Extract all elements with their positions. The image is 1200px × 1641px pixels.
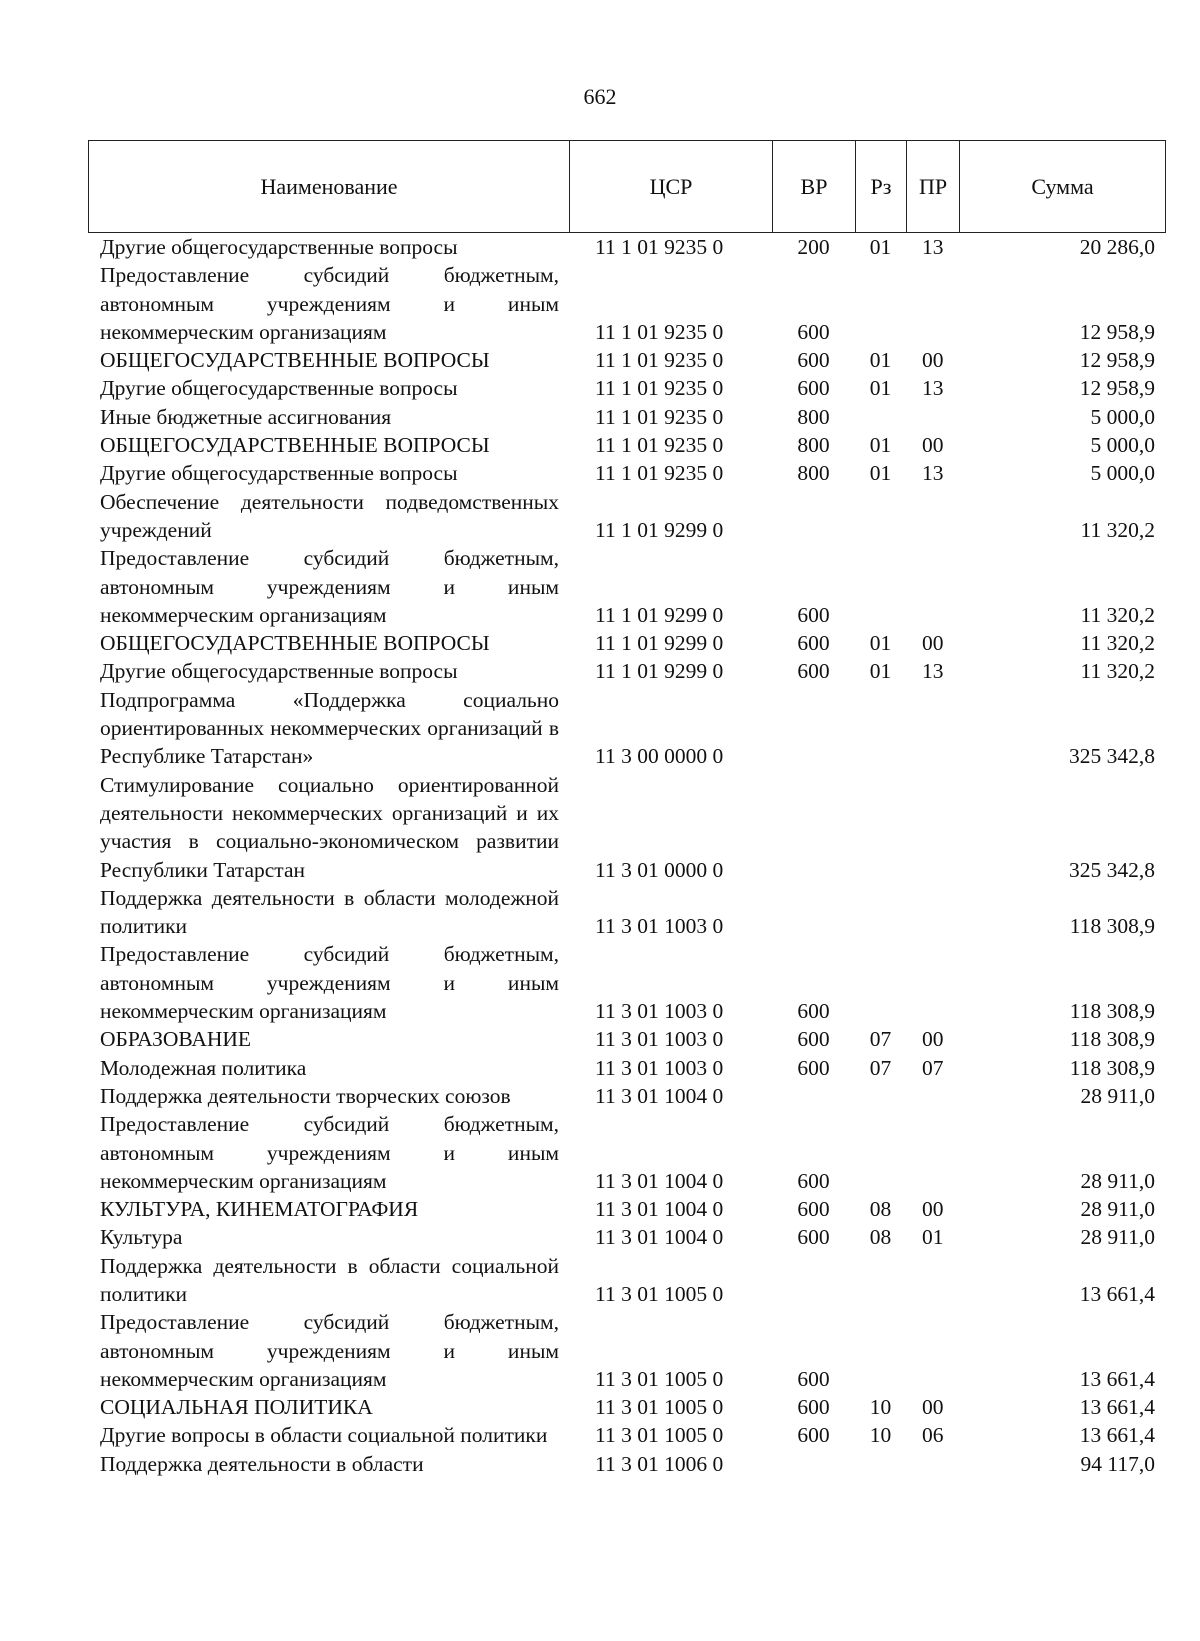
row-vr: 800 xyxy=(797,433,830,458)
row-vr: 600 xyxy=(797,602,830,627)
table-row xyxy=(88,1252,1165,1309)
header-sum: Сумма xyxy=(960,141,1166,233)
row-pr: 00 xyxy=(922,1197,944,1222)
row-pr: 00 xyxy=(922,1027,944,1052)
row-name: Другие общегосударственные вопросы xyxy=(100,461,458,486)
row-name: Предоставление субсидий бюджетным, автономным учреждениям и иным некоммерческим организациям xyxy=(100,1112,559,1193)
row-name: Подпрограмма «Поддержка социально ориентированных некоммерческих организаций в Республике Татарстан» xyxy=(100,687,559,769)
row-rz xyxy=(855,261,906,346)
row-rz xyxy=(855,940,906,1025)
row-vr xyxy=(772,771,855,884)
row-csr: 11 1 01 9235 0 xyxy=(595,461,724,486)
row-pr: 07 xyxy=(922,1055,944,1080)
row-csr: 11 3 00 0000 0 xyxy=(595,744,724,769)
row-name: Предоставление субсидий бюджетным, автономным учреждениям и иным некоммерческим организациям xyxy=(100,1310,559,1391)
row-name: Обеспечение деятельности подведомственных учреждений xyxy=(100,489,559,542)
row-rz: 01 xyxy=(869,659,892,684)
row-rz xyxy=(855,771,906,884)
row-csr: 11 3 01 1006 0 xyxy=(595,1451,724,1476)
row-pr xyxy=(906,544,959,629)
row-csr: 11 1 01 9235 0 xyxy=(595,376,724,401)
row-rz: 10 xyxy=(869,1395,892,1420)
row-rz: 08 xyxy=(869,1225,892,1250)
row-sum: 118 308,9 xyxy=(1069,1027,1155,1052)
row-vr: 600 xyxy=(797,1027,830,1052)
row-vr: 600 xyxy=(797,319,830,344)
row-vr: 800 xyxy=(797,461,830,486)
row-name: Предоставление субсидий бюджетным, автономным учреждениям и иным некоммерческим организациям xyxy=(100,942,559,1024)
row-pr xyxy=(906,1082,959,1110)
row-rz: 01 xyxy=(869,433,892,458)
row-csr: 11 1 01 9235 0 xyxy=(595,235,724,259)
row-pr xyxy=(906,1308,959,1393)
row-rz xyxy=(855,686,906,771)
budget-table-body xyxy=(88,233,1165,1478)
row-csr: 11 3 01 0000 0 xyxy=(595,857,724,882)
row-vr: 600 xyxy=(797,348,830,373)
row-vr: 600 xyxy=(797,631,830,656)
table-row xyxy=(88,1393,1165,1421)
row-rz xyxy=(855,488,906,545)
row-sum: 13 661,4 xyxy=(1079,1366,1155,1391)
row-sum: 13 661,4 xyxy=(1079,1423,1155,1448)
header-vr: ВР xyxy=(773,141,856,233)
table-row xyxy=(88,1308,1165,1393)
row-sum: 94 117,0 xyxy=(1080,1451,1155,1476)
row-vr: 600 xyxy=(797,1395,830,1420)
row-vr: 600 xyxy=(797,376,830,401)
row-sum: 28 911,0 xyxy=(1080,1083,1155,1108)
row-csr: 11 3 01 1005 0 xyxy=(595,1395,724,1420)
row-sum: 5 000,0 xyxy=(1090,461,1155,486)
row-name: Культура xyxy=(100,1225,183,1250)
row-csr: 11 1 01 9235 0 xyxy=(595,433,724,458)
table-row xyxy=(88,1195,1165,1223)
row-rz xyxy=(855,1450,906,1478)
row-rz: 01 xyxy=(869,461,892,486)
row-vr xyxy=(772,488,855,545)
row-sum: 5 000,0 xyxy=(1090,433,1155,458)
table-row xyxy=(88,629,1165,657)
header-name: Наименование xyxy=(89,141,570,233)
row-csr: 11 1 01 9235 0 xyxy=(595,319,724,344)
row-csr: 11 3 01 1004 0 xyxy=(595,1197,724,1222)
row-name: Иные бюджетные ассигнования xyxy=(100,404,392,429)
row-sum: 118 308,9 xyxy=(1069,999,1155,1024)
row-pr xyxy=(906,403,959,431)
row-sum: 325 342,8 xyxy=(1069,744,1155,769)
table-row xyxy=(88,657,1165,685)
row-sum: 11 320,2 xyxy=(1080,517,1155,542)
row-rz: 07 xyxy=(869,1027,892,1052)
row-sum: 12 958,9 xyxy=(1079,376,1155,401)
row-rz xyxy=(855,884,906,941)
row-name: ОБЩЕГОСУДАРСТВЕННЫЕ ВОПРОСЫ xyxy=(100,433,490,458)
row-rz xyxy=(855,544,906,629)
table-row xyxy=(88,1110,1165,1195)
table-row xyxy=(88,459,1165,487)
row-sum: 13 661,4 xyxy=(1079,1281,1155,1306)
row-vr xyxy=(772,1252,855,1309)
row-pr xyxy=(906,1450,959,1478)
table-row xyxy=(88,261,1165,346)
row-name: Предоставление субсидий бюджетным, автономным учреждениям и иным некоммерческим организациям xyxy=(100,263,559,344)
table-header xyxy=(88,140,1166,233)
row-pr xyxy=(906,488,959,545)
row-pr xyxy=(906,1110,959,1195)
table-row xyxy=(88,884,1165,941)
row-pr: 00 xyxy=(922,348,944,373)
row-name: ОБРАЗОВАНИЕ xyxy=(100,1027,252,1052)
row-csr: 11 1 01 9299 0 xyxy=(595,602,724,627)
table-row xyxy=(88,771,1165,884)
row-vr: 600 xyxy=(797,1197,830,1222)
row-pr: 06 xyxy=(922,1423,944,1448)
row-sum: 28 911,0 xyxy=(1080,1168,1155,1193)
row-pr xyxy=(906,1252,959,1309)
row-vr xyxy=(772,1082,855,1110)
table-row xyxy=(88,233,1165,261)
row-csr: 11 1 01 9299 0 xyxy=(595,517,724,542)
row-sum: 118 308,9 xyxy=(1069,1055,1155,1080)
row-pr: 13 xyxy=(922,461,944,486)
row-csr: 11 3 01 1003 0 xyxy=(595,914,724,939)
row-name: Поддержка деятельности в области социальной политики xyxy=(100,1253,559,1306)
row-rz xyxy=(855,1082,906,1110)
row-rz: 01 xyxy=(869,348,892,373)
table-row xyxy=(88,403,1165,431)
row-name: Стимулирование социально ориентированной деятельности некоммерческих организаций и их участия в социально-экономическом развитии Республики Татарстан xyxy=(100,772,559,882)
row-name: СОЦИАЛЬНАЯ ПОЛИТИКА xyxy=(100,1395,373,1420)
row-csr: 11 1 01 9299 0 xyxy=(595,631,724,656)
header-rz: Рз xyxy=(856,141,907,233)
row-rz xyxy=(855,1252,906,1309)
row-name: Предоставление субсидий бюджетным, автономным учреждениям и иным некоммерческим организациям xyxy=(100,546,559,627)
row-csr: 11 3 01 1005 0 xyxy=(595,1423,724,1448)
row-vr xyxy=(772,884,855,941)
row-pr xyxy=(906,771,959,884)
row-sum: 118 308,9 xyxy=(1069,914,1155,939)
page-number: 662 xyxy=(583,84,617,109)
row-csr: 11 3 01 1004 0 xyxy=(595,1083,724,1108)
row-vr xyxy=(772,1450,855,1478)
row-rz: 10 xyxy=(869,1423,892,1448)
table-row xyxy=(88,374,1165,402)
table-row xyxy=(88,1450,1165,1478)
row-pr: 01 xyxy=(922,1225,944,1250)
row-vr: 600 xyxy=(797,659,830,684)
table-row xyxy=(88,1421,1165,1449)
row-vr: 600 xyxy=(797,999,830,1024)
row-vr: 600 xyxy=(797,1225,830,1250)
row-rz: 08 xyxy=(869,1197,892,1222)
row-pr xyxy=(906,686,959,771)
row-csr: 11 3 01 1003 0 xyxy=(595,1027,724,1052)
row-vr xyxy=(772,686,855,771)
row-rz xyxy=(855,403,906,431)
row-csr: 11 3 01 1003 0 xyxy=(595,999,724,1024)
row-vr: 800 xyxy=(797,404,830,429)
row-name: ОБЩЕГОСУДАРСТВЕННЫЕ ВОПРОСЫ xyxy=(100,348,490,373)
row-vr: 600 xyxy=(797,1366,830,1391)
row-sum: 28 911,0 xyxy=(1080,1197,1155,1222)
row-csr: 11 3 01 1004 0 xyxy=(595,1225,724,1250)
row-sum: 325 342,8 xyxy=(1069,857,1155,882)
row-sum: 13 661,4 xyxy=(1079,1395,1155,1420)
row-rz xyxy=(855,1110,906,1195)
row-pr: 13 xyxy=(922,235,944,259)
row-csr: 11 1 01 9235 0 xyxy=(595,348,724,373)
row-pr: 00 xyxy=(922,631,944,656)
row-csr: 11 3 01 1004 0 xyxy=(595,1168,724,1193)
row-csr: 11 3 01 1005 0 xyxy=(595,1366,724,1391)
row-pr xyxy=(906,884,959,941)
table-row xyxy=(88,686,1165,771)
row-csr: 11 1 01 9299 0 xyxy=(595,659,724,684)
row-sum: 12 958,9 xyxy=(1079,348,1155,373)
row-sum: 12 958,9 xyxy=(1079,319,1155,344)
row-sum: 20 286,0 xyxy=(1079,235,1155,259)
header-pr: ПР xyxy=(907,141,960,233)
row-csr: 11 3 01 1005 0 xyxy=(595,1281,724,1306)
row-name: Поддержка деятельности в области молодежной политики xyxy=(100,885,559,939)
row-vr: 600 xyxy=(797,1168,830,1193)
row-rz xyxy=(855,1308,906,1393)
row-name: Поддержка деятельности в области xyxy=(100,1451,424,1476)
row-sum: 11 320,2 xyxy=(1080,631,1155,656)
row-name: ОБЩЕГОСУДАРСТВЕННЫЕ ВОПРОСЫ xyxy=(100,631,490,656)
row-pr: 13 xyxy=(922,659,944,684)
row-name: Другие общегосударственные вопросы xyxy=(100,235,458,259)
row-rz: 01 xyxy=(869,631,892,656)
row-csr: 11 1 01 9235 0 xyxy=(595,404,724,429)
row-name: Другие общегосударственные вопросы xyxy=(100,376,458,401)
table-row xyxy=(88,431,1165,459)
row-name: Другие вопросы в области социальной политики xyxy=(100,1423,548,1448)
row-rz: 07 xyxy=(869,1055,892,1080)
row-name: Другие общегосударственные вопросы xyxy=(100,659,458,684)
row-sum: 11 320,2 xyxy=(1080,602,1155,627)
table-row xyxy=(88,1082,1165,1110)
header-csr: ЦСР xyxy=(570,141,773,233)
row-vr: 200 xyxy=(797,235,830,259)
table-row xyxy=(88,488,1165,545)
row-sum: 5 000,0 xyxy=(1090,404,1155,429)
row-pr: 13 xyxy=(922,376,944,401)
table-row xyxy=(88,1025,1165,1053)
row-sum: 11 320,2 xyxy=(1080,659,1155,684)
table-row xyxy=(88,346,1165,374)
row-name: Поддержка деятельности творческих союзов xyxy=(100,1083,511,1108)
row-vr: 600 xyxy=(797,1055,830,1080)
row-pr: 00 xyxy=(922,1395,944,1420)
row-pr xyxy=(906,261,959,346)
row-csr: 11 3 01 1003 0 xyxy=(595,1055,724,1080)
row-name: Молодежная политика xyxy=(100,1055,307,1080)
table-row xyxy=(88,1223,1165,1251)
row-pr: 00 xyxy=(922,433,944,458)
table-row xyxy=(88,544,1165,629)
table-row xyxy=(88,940,1165,1025)
row-rz: 01 xyxy=(869,376,892,401)
row-pr xyxy=(906,940,959,1025)
row-rz: 01 xyxy=(869,235,892,259)
table-row xyxy=(88,1054,1165,1082)
row-vr: 600 xyxy=(797,1423,830,1448)
row-sum: 28 911,0 xyxy=(1080,1225,1155,1250)
row-name: КУЛЬТУРА, КИНЕМАТОГРАФИЯ xyxy=(100,1197,419,1222)
